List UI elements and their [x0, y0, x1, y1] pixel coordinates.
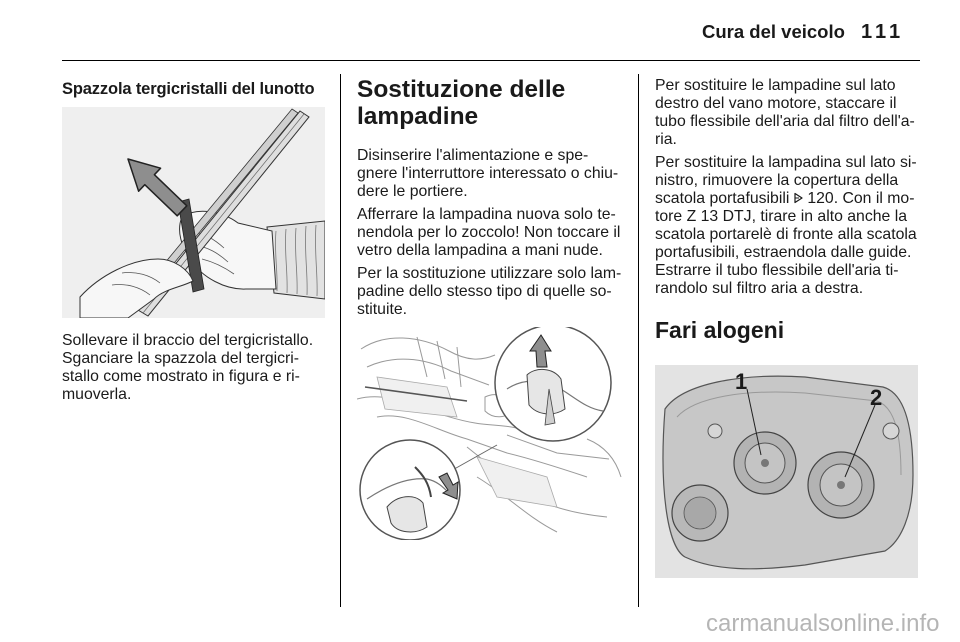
site-watermark: carmanualsonline.info — [706, 610, 940, 637]
text-line: Sganciare la spazzola del tergicri- — [62, 350, 300, 367]
text-line: tubo flessibile dell'aria dal filtro dell'a- — [655, 113, 915, 130]
engine-bay-illustration — [357, 327, 622, 540]
header-rule — [62, 60, 920, 61]
text-line: Per sostituire le lampadine sul lato — [655, 77, 896, 94]
text-line: padine dello stesso tipo di quelle so- — [357, 283, 612, 300]
text-line: muoverla. — [62, 386, 132, 403]
text-line: nistro, rimuovere la copertura della — [655, 172, 899, 189]
heading-line: Sostituzione delle — [357, 76, 566, 103]
column-divider-left — [340, 74, 341, 607]
text-line: nendola per lo zoccolo! Non toccare il — [357, 224, 621, 241]
fog-lamp-housing — [672, 485, 728, 541]
text-line: destro del vano motore, staccare il — [655, 95, 897, 112]
heading-line: lampadine — [357, 103, 479, 130]
text-line: gnere l'interruttore interessato o chiu- — [357, 165, 619, 182]
text-line: stallo come mostrato in figura e ri- — [62, 368, 300, 385]
cross-reference-icon[interactable] — [794, 191, 803, 203]
reference-page-link[interactable]: 120. Con il mo- — [807, 190, 915, 207]
text-line: vetro della lampadina a mani nude. — [357, 242, 603, 259]
bulb-replacement-text — [357, 147, 621, 324]
bulb-socket-2 — [808, 452, 874, 518]
text-line: tore Z 13 DTJ, tirare in alto anche la — [655, 208, 907, 225]
inset-detail-top — [495, 327, 611, 441]
text-line: Per sostituire la lampadina sul lato si- — [655, 154, 917, 171]
text-line: portafusibili, estraendola dalle guide. — [655, 244, 912, 261]
paragraph — [357, 206, 621, 260]
section-title: Cura del veicolo — [702, 21, 845, 42]
wiper-section-heading: Spazzola tergicristalli del lunotto — [62, 80, 315, 98]
bulb-socket-1 — [734, 432, 796, 494]
reference-text-before: scatola portafusibili — [655, 190, 790, 207]
column-divider-right — [638, 74, 639, 607]
figure-label-2: 2 — [870, 385, 883, 410]
text-line: randolo sul filtro aria a destra. — [655, 280, 864, 297]
page-number: 111 — [861, 21, 905, 43]
text-line: Estrarre il tubo flessibile dell'aria ti- — [655, 262, 899, 279]
headlamp-rear-illustration — [655, 365, 918, 578]
inset-detail-bottom — [360, 440, 460, 540]
connector-right — [883, 423, 899, 439]
text-line: scatola portarelè di fronte alla scatola — [655, 226, 917, 243]
figure-label-1: 1 — [735, 369, 748, 394]
text-line-with-reference — [655, 190, 917, 208]
text-line: stituite. — [357, 301, 408, 318]
text-line: dere le portiere. — [357, 183, 468, 200]
headlamp-access-text — [655, 77, 917, 303]
text-line: Per la sostituzione utilizzare solo lam- — [357, 265, 622, 282]
paragraph — [357, 265, 621, 319]
wiper-blade-illustration — [62, 107, 325, 318]
wiper-instructions — [62, 332, 313, 404]
paragraph — [655, 77, 917, 149]
connector-left — [708, 424, 722, 438]
text-line: Sollevare il braccio del tergicristallo. — [62, 332, 314, 349]
paragraph — [655, 154, 917, 298]
bulb-replacement-heading — [357, 76, 565, 130]
paragraph — [357, 147, 621, 201]
text-line: Afferrare la lampadina nuova solo te- — [357, 206, 616, 223]
text-line: Disinserire l'alimentazione e spe- — [357, 147, 589, 164]
halogen-headlamps-heading: Fari alogeni — [655, 317, 785, 343]
text-line: ria. — [655, 131, 677, 148]
